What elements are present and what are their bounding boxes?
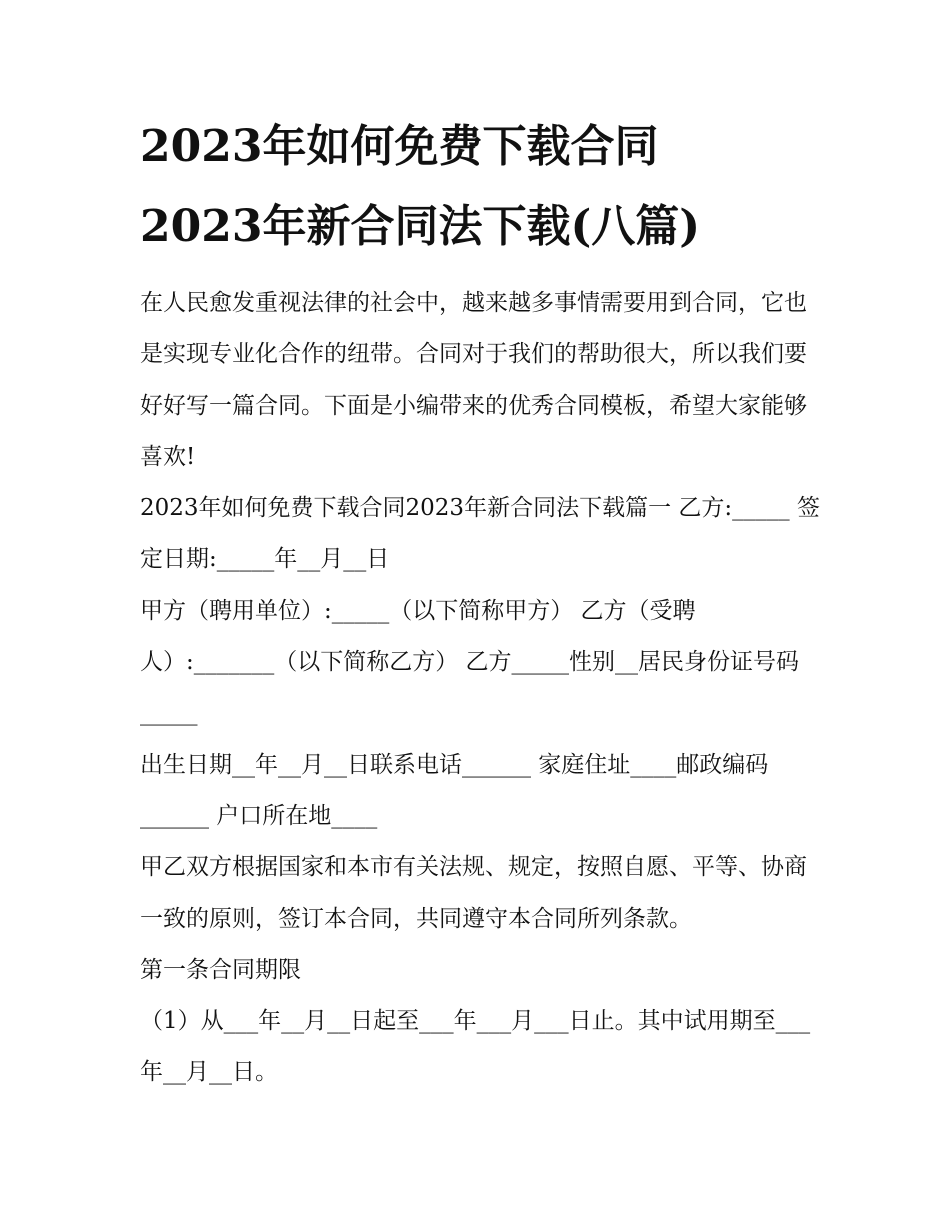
- document-body: [140, 278, 820, 1099]
- agreement-principle-paragraph: 甲乙双方根据国家和本市有关法规、规定，按照自愿、平等、协商一致的原则，签订本合同，共同遵守本合同所列条款。: [140, 854, 807, 932]
- document-title-line-2: 2023年新合同法下载(八篇): [140, 201, 701, 252]
- intro-paragraph: 在人民愈发重视法律的社会中，越来越多事情需要用到合同，它也是实现专业化合作的纽带。合同对于我们的帮助很大，所以我们要好好写一篇合同。下面是小编带来的优秀合同模板，希望大家能够喜欢!: [140, 290, 807, 470]
- parties-paragraph: 甲方（聘用单位）:_____（以下简称甲方） 乙方（受聘人）:_______（以下简称乙方） 乙方_____性别__居民身份证号码_____: [140, 597, 800, 727]
- article-one-heading: 第一条合同期限: [140, 956, 301, 983]
- document-title-line-1: 2023年如何免费下载合同: [140, 121, 659, 172]
- contract-term-paragraph: （1）从___年__月__日起至___年___月___日止。其中试用期至___年__月__日。: [140, 1008, 811, 1086]
- section-heading-paragraph: 2023年如何免费下载合同2023年新合同法下载篇一 乙方:_____ 签定日期:_____年__月__日: [140, 495, 820, 573]
- personal-info-paragraph: 出生日期__年__月__日联系电话______ 家庭住址____邮政编码______ 户口所在地____: [140, 751, 769, 829]
